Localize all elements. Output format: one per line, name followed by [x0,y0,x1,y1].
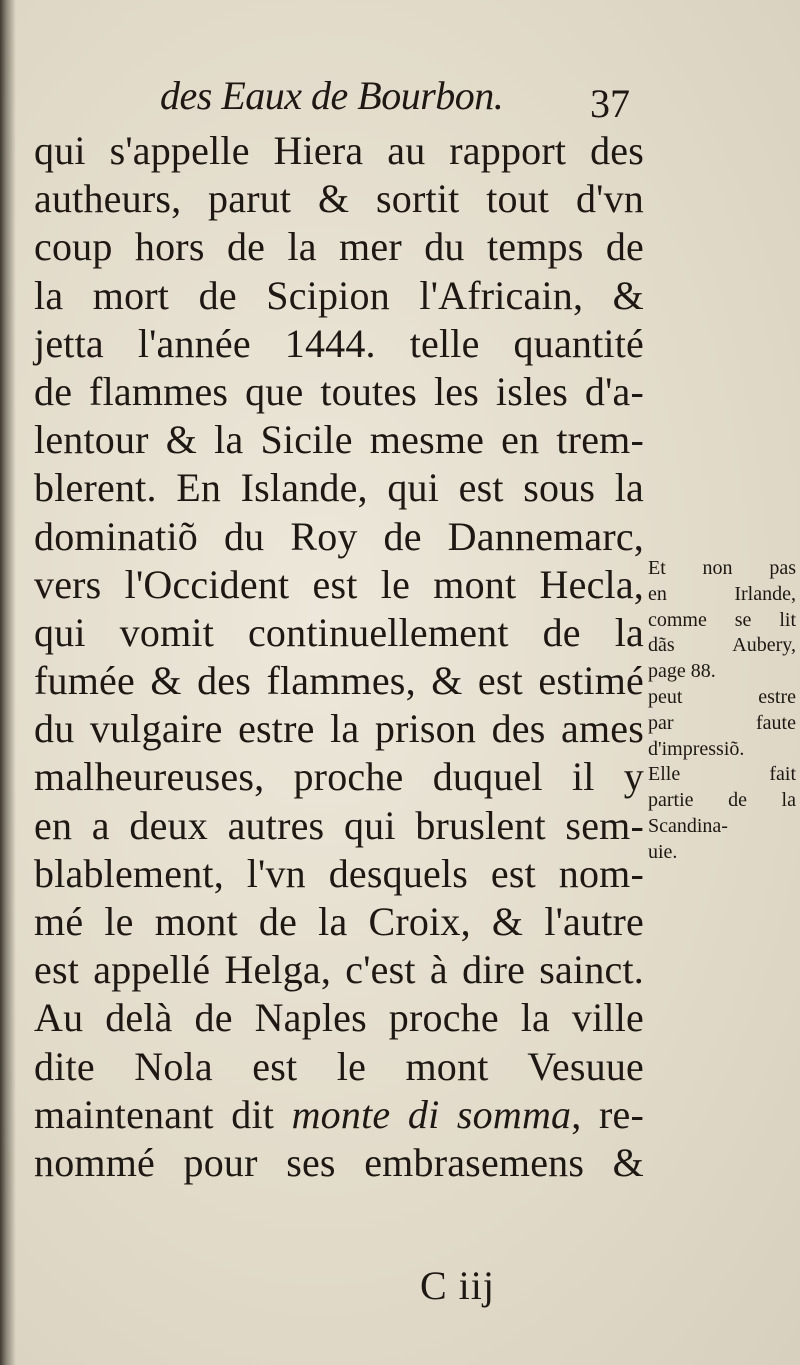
text-line-italic-phrase [34,1091,644,1139]
text-line-lead: maintenant dit [34,1091,292,1137]
text-line: autheurs, parut & sortit tout d'vn [34,176,644,222]
text-line: qui vomit continuellement de la [34,609,644,655]
text-line: qui s'appelle Hiera au rapport des [34,128,644,173]
text-line: vers l'Occident est le mont Hecla, [34,561,644,607]
text-line-tail: , re- [571,1091,644,1137]
margin-note-line: page 88. [648,660,716,683]
text-line: en a deux autres qui bruslent sem- [34,802,644,848]
text-line: blablement, l'vn desquels est nom- [34,850,644,896]
signature-mark: C iij [420,1263,496,1308]
margin-note-line: comme se lit [648,608,796,631]
margin-note [648,556,796,866]
binding-gutter [0,0,16,1365]
margin-note-line: en Irlande, [648,582,796,605]
body-text [34,127,644,1187]
margin-note-line: peut estre [648,685,796,708]
margin-note-line: d'impressiõ. [648,737,745,760]
text-line: jetta l'année 1444. telle quantité [34,320,644,366]
text-line: blerent. En Islande, qui est sous la [34,465,644,511]
text-line: fumée & des flammes, & est estimé [34,658,644,704]
text-line: du vulgaire estre la prison des ames [34,706,644,752]
margin-note-line: par faute [648,711,796,734]
margin-note-line: uie. [648,840,678,863]
italic-phrase: monte di somma [291,1091,572,1137]
text-line: malheureuses, proche duquel il y [34,754,644,800]
text-line: lentour & la Sicile mesme en trem- [34,417,644,463]
margin-note-line: partie de la [648,789,796,812]
text-line: dite Nola est le mont Vesuue [34,1043,644,1089]
text-line: Au delà de Naples proche la ville [34,995,644,1041]
text-line: la mort de Scipion l'Africain, & [34,272,644,318]
text-line: coup hors de la mer du temps de [34,224,644,270]
margin-note-line: Elle fait [648,763,796,786]
text-line: est appellé Helga, c'est à dire sainct. [34,947,644,993]
text-line: mé le mont de la Croix, & l'autre [34,899,644,944]
margin-note-line: dãs Aubery, [648,634,796,657]
text-line: dominatiõ du Roy de Dannemarc, [34,513,644,559]
text-line: de flammes que toutes les isles d'a- [34,368,644,414]
margin-note-line: Et non pas [648,557,796,579]
running-head: des Eaux de Bourbon. [160,73,504,118]
text-line: nommé pour ses embrasemens & [34,1139,644,1185]
margin-note-line: Scandina- [648,814,728,837]
page-number: 37 [590,81,630,126]
